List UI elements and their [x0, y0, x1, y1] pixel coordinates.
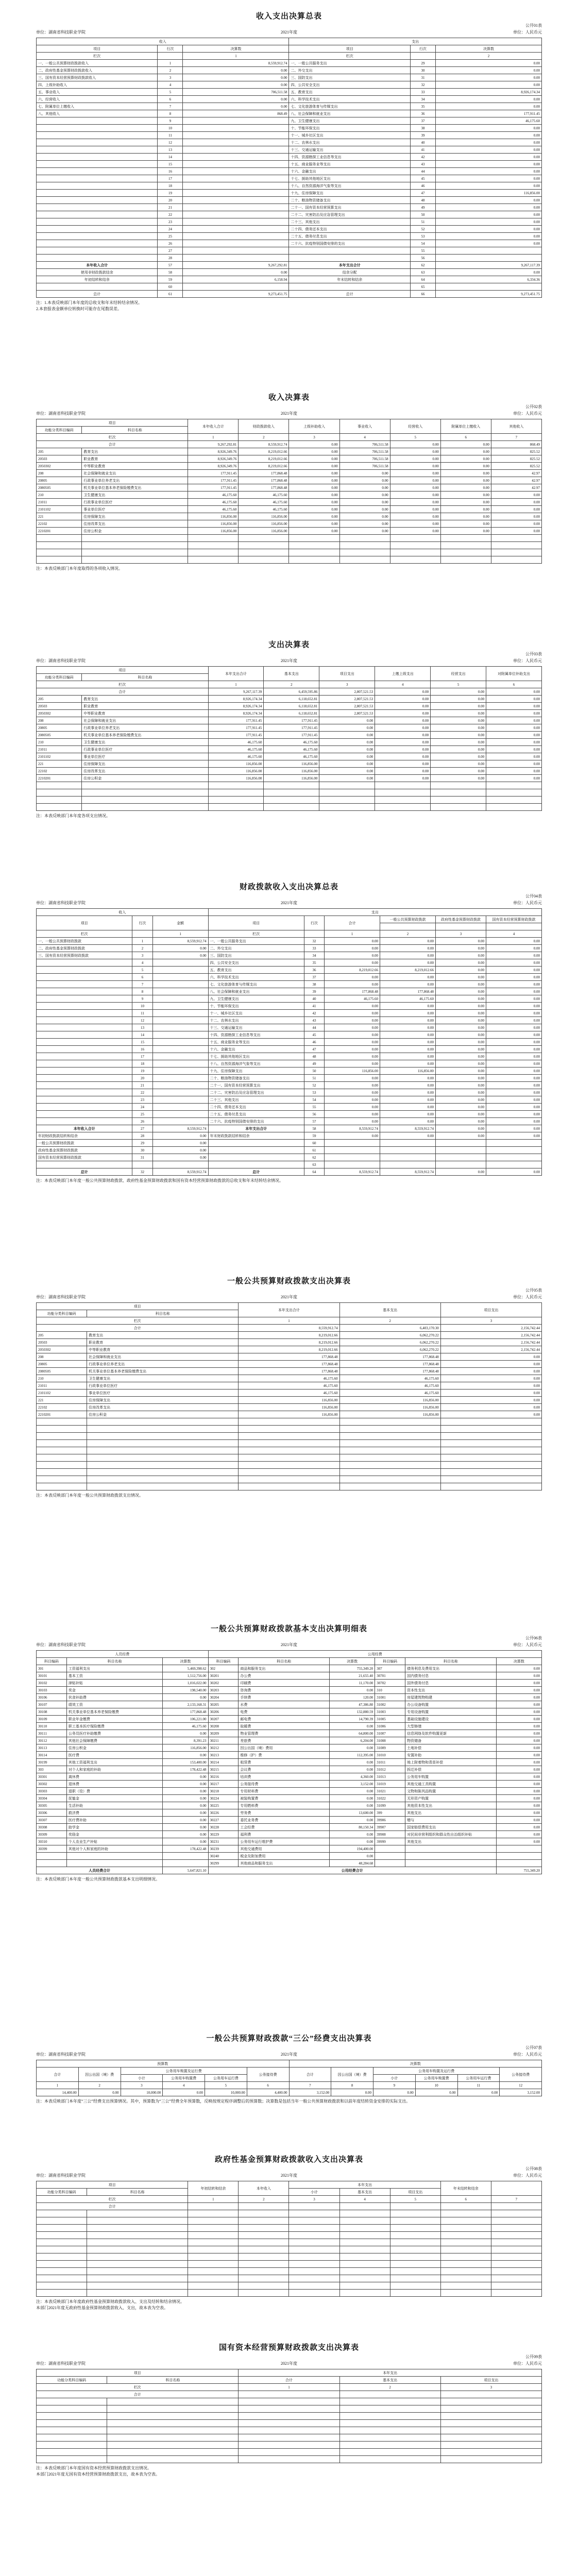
- table-government-fund: [36, 2154, 542, 2311]
- table-row: 三、国有资本经营预算财政拨款收入 3 0.00 三、国防支出 31 0.00: [37, 74, 542, 81]
- empty-row: [37, 789, 542, 796]
- table-row: 合计 9,267,292.81 8,559,912.74 0.00 706,511.58 0.00 0.00 868.49: [37, 441, 542, 448]
- unit-label: 单位：人民币元: [513, 2173, 542, 2178]
- table-row: 20 二十、粮油物资储备支出 51 0.00 0.00 0.00 0.00: [37, 1075, 542, 1082]
- table-row: 21 二十一、国有资本经营预算支出 52 0.00 0.00 0.00 0.00: [37, 1082, 542, 1089]
- table-row: 13 十三、交通运输支出 44 0.00 0.00 0.00 0.00: [37, 1024, 542, 1031]
- fiscal-year: 2021年度: [281, 658, 297, 663]
- government-fund-table: 项目 年初结转和结余 本年收入 本年支出 年末结转和结余 功能分类科目编码 科目名称 小计 基本支出 项目支出 栏次 1 2 3 4 5 6 7 合计: [36, 2181, 542, 2297]
- table-row: 23 二十三、其他支出 51 0.00: [37, 218, 542, 226]
- table-income-expense-summary: [36, 10, 542, 312]
- table-row: 9 九、卫生健康支出 37 46,175.60: [37, 117, 542, 125]
- table-row: 30107 绩效工资 2,133,168.31 30205 水费 47,386.80 31002 办公设备购置 0.00: [37, 1701, 542, 1708]
- table-row: 30306 救济费 0.00 30226 劳务费 13,600.00 399 其他支出 0.00: [37, 1809, 542, 1817]
- table-row: 22102 住房改革支出 116,856.00 116,856.00 0.00 0.00 0.00 0.00: [37, 768, 542, 775]
- page-title: 收入决算表: [268, 394, 310, 402]
- empty-row: [37, 1454, 542, 1462]
- table-row: 30108 机关事业单位基本养老保险缴费 177,868.48 30206 电费 132,880.59 31003 专用设备购置 0.00: [37, 1708, 542, 1716]
- table-row: 15 十五、商业服务业等支出 46 0.00 0.00 0.00 0.00: [37, 1039, 542, 1046]
- table-row: 23 二十三、其他支出 54 0.00 0.00 0.00 0.00: [37, 1096, 542, 1104]
- table-row: 20503 职业教育 8,926,349.76 8,219,012.66 0.00 706,511.58 0.00 0.00 825.52: [37, 455, 542, 463]
- table-row: 2080505 机关事业单位基本养老保险缴费支出 177,911.45 177,868.48 0.00 0.00 0.00 0.00 42.97: [37, 484, 542, 492]
- fiscal-year: 2021年度: [281, 901, 297, 905]
- table-row: 22 二十二、灾害防治及应急管理支出 53 0.00 0.00 0.00 0.00: [37, 1089, 542, 1096]
- form-number: 公开07表: [525, 2045, 542, 2050]
- footnote: 注：本表反映部门本年度取得的各项收入情况。: [36, 566, 123, 571]
- table-row: 二、政府性基金预算财政拨款收入 2 0.00 二、外交支出 30 0.00: [37, 67, 542, 74]
- footnote: 注：本表反映部门本年度政府性基金预算财政拨款收入、支出及结转和结余情况。 本部门2021年度无政府性基金预算财政拨款收入、支出，故本表为空表。: [36, 2299, 184, 2310]
- table-row: 20503 职业教育 8,219,012.66 6,062,270.22 2,156,742.44: [37, 1339, 542, 1346]
- table-row: 21011 行政事业单位医疗 46,175.60 46,175.60 0.00: [37, 1382, 542, 1389]
- table-row: 210 卫生健康支出 46,175.60 46,175.60 0.00: [37, 1375, 542, 1382]
- page-title: 一般公共预算财政拨款基本支出决算明细表: [210, 1625, 367, 1633]
- empty-row: [37, 542, 542, 549]
- unit-label: 单位：人民币元: [513, 901, 542, 905]
- table-row: 63: [37, 1161, 542, 1168]
- table-row: 30309 奖励金 0.00 30229 福利费 0.00 39908 对民间非营利组织和群众性自治组织补贴 0.00: [37, 1831, 542, 1838]
- unit-label: 单位：人民币元: [513, 2361, 542, 2366]
- table-row: 15 十五、商业服务业等支出 43 0.00: [37, 161, 542, 168]
- table-row: 27 55: [37, 247, 542, 255]
- general-budget-table: 项目 本年支出合计 基本支出 项目支出 功能分类科目编码 科目名称 栏次 1 2 3 合计 8,559,912.74 6,403,170.30 2,156,742.44 205 教育支出 8,219,012.66 6,062,270.22 2,156,742.44 20503 职业教育 8,219,012.66 6,062,270.22 2,156,742.44 2050302 中等职业教育 8,219,012.66 6,062,270.22 2,156,742.44 208 社会保障和就业支出 177,868.48 177,868.48 0.00 20805 行政事业单位养老支出 177,868.48 177,868.48 0.00 2080505 机关事业单位基本养老保险缴费支出 177,868.48 177,868.48 0.00 210 卫生健康支出 46,175.60 46,175.60 0.00 21011 行政事业单位医疗 46,175.60 46,175.60 0.00 2101102 事业单位医疗 46,175.60 46,175.60 0.00 221 住房保障支出 116,856.00 116,856.00 0.00 22102 住房改革支出 116,856.00 116,856.00 0.00 2210201 住房公积金 116,856.00 116,856.00 0.00: [36, 1302, 542, 1490]
- page-title: 财政拨款收入支出决算总表: [239, 883, 338, 891]
- table-row: 17 十七、援助其他地区支出 45 0.00: [37, 175, 542, 182]
- table-row: 205 教育支出 8,926,349.76 8,219,012.66 0.00 706,511.58 0.00 0.00 825.52: [37, 448, 542, 455]
- table-row: 2101102 事业单位医疗 46,175.60 46,175.60 0.00 0.00 0.00 0.00: [37, 753, 542, 760]
- table-general-budget-expense: [36, 1275, 542, 1499]
- table-row: 16 十六、金融支出 47 0.00 0.00 0.00 0.00: [37, 1046, 542, 1053]
- table-row: 30112 其他社会保障缴费 8,391.23 30211 差旅费 6,204.00 31008 物资储备 0.00: [37, 1737, 542, 1744]
- table-row: 10 十、节能环保支出 41 0.00 0.00 0.00 0.00: [37, 1003, 542, 1010]
- table-row: 一、一般公共预算财政拨款收入 1 8,559,912.74 一、一般公共服务支出 29 0.00: [37, 60, 542, 67]
- table-row: 4 四、公共安全支出 35 0.00 0.00 0.00 0.00: [37, 959, 542, 967]
- income-table: 项目 本年收入合计 财政拨款收入 上级补助收入 事业收入 经营收入 附属单位上缴收入 其他收入 功能分类科目编码 科目名称 栏次 1 2 3 4 5 6 7 合计 9,267,292.81 8,559,912.74 0.00 706,511.58 0.00 0.00 868.49 205 教育支出 8,926,349.76 8,219,012.66 0.00 706,511.58 0.00 0.00 825.52 20503 职业教育 8,926,349.76 8,219,012.66 0.00 706,511.58 0.00 0.00 825.52 2050302 中等职业教育 8,926,349.76 8,219,012.66 0.00 706,511.58 0.00 0.00 825.52 208 社会保障和就业支出 177,911.45 177,868.48 0.00 0.00 0.00 0.00 42.97 20805 行政事业单位养老支出 177,911.45 177,868.48 0.00 0.00 0.00 0.00 42.97 2080505 机关事业单位基本养老保险缴费支出 177,911.45 177,868.48 0.00 0.00 0.00 0.00 42.97 210 卫生健康支出 46,175.60 46,175.60 0.00 0.00 0.00 0.00 0.00 21011 行政事业单位医疗 46,175.60 46,175.60 0.00 0.00 0.00 0.00 0.00 2101102 事业单位医疗 46,175.60 46,175.60 0.00 0.00 0.00 0.00 0.00 221 住房保障支出 116,856.00 116,856.00 0.00 0.00 0.00 0.00 0.00 22102 住房改革支出 116,856.00 116,856.00 0.00 0.00 0.00 0.00 0.00 2210201 住房公积金 116,856.00 116,856.00 0.00 0.00 0.00 0.00 0.00: [36, 419, 542, 564]
- table-row: 30399 其他对个人和家庭的补助 178,422.48 30239 其他交通费用 194,400.00: [37, 1845, 542, 1853]
- table-row: 14 十四、资源勘探工业信息等支出 45 0.00 0.00 0.00 0.00: [37, 1031, 542, 1039]
- table-row: 30102 津贴补贴 1,016,022.00 30202 印刷费 11,170.00 30702 国外债务付息 0.00: [37, 1680, 542, 1687]
- org-name: 单位：湖南省科技职业学院: [36, 2361, 86, 2366]
- table-row: 年初财政拨款结转和结余 28 0.00 年末财政拨款结转和结余 59 0.00 0.00 0.00 0.00: [37, 1132, 542, 1140]
- table-row: 总计 32 8,559,912.74 总计 64 8,559,912.74 8,559,912.74 0.00 0.00: [37, 1168, 542, 1176]
- org-name: 单位：湖南省科技职业学院: [36, 1295, 86, 1299]
- table-row: 2210201 住房公积金 116,856.00 116,856.00 0.00 0.00 0.00 0.00: [37, 775, 542, 782]
- unit-label: 单位：人民币元: [513, 658, 542, 663]
- table-row: 2080505 机关事业单位基本养老保险缴费支出 177,911.45 177,911.45 0.00 0.00 0.00 0.00: [37, 732, 542, 739]
- table-row: 30103 奖金 198,540.00 30203 咨询费 0.00 310 资本性支出 0.00: [37, 1687, 542, 1694]
- table-row: 2050302 中等职业教育 8,926,174.34 6,118,652.81 2,807,521.53 0.00 0.00 0.00: [37, 710, 542, 717]
- table-row: 30301 离休费 0.00 30216 培训费 4,360.00 31013 公务用车购置 0.00: [37, 1773, 542, 1781]
- table-row: 19 十九、住房保障支出 50 116,856.00 116,856.00 0.00 0.00: [37, 1067, 542, 1075]
- table-row: 30304 抚恤金 0.00 30224 被装购置费 0.00 31022 无形资产购置 0.00: [37, 1795, 542, 1802]
- footnote: 注：本表反映部门本年度国有资本经营预算财政拨款支出情况。 本部门2021年度无国有资本经营预算财政拨款支出，故本表为空表。: [36, 2466, 160, 2477]
- table-row: 17 十七、援助其他地区支出 48 0.00 0.00 0.00 0.00: [37, 1053, 542, 1060]
- form-number: 公开03表: [525, 652, 542, 656]
- footnote: 注：本表反映部门本年度一般公共预算财政拨款、政府性基金预算财政拨款和国有资本经营预算财政拨款的总收支和年末结转结余情况。: [36, 1178, 283, 1183]
- table-row: 24 二十四、债务还本支出 55 0.00 0.00 0.00 0.00: [37, 1104, 542, 1111]
- table-row: 221 住房保障支出 116,856.00 116,856.00 0.00 0.00 0.00 0.00 0.00: [37, 513, 542, 520]
- table-row: 5 五、教育支出 36 8,219,012.66 8,219,012.66 0.00 0.00: [37, 967, 542, 974]
- table-row: 208 社会保障和就业支出 177,868.48 177,868.48 0.00: [37, 1353, 542, 1361]
- empty-row: [37, 1433, 542, 1440]
- table-row: 301 工资福利支出 5,469,398.62 302 商品和服务支出 755,349.20 307 债务利息及费用支出 0.00: [37, 1665, 542, 1672]
- fiscal-year: 2021年度: [281, 1295, 297, 1299]
- empty-row: [37, 1440, 542, 1447]
- empty-row: [37, 1476, 542, 1483]
- table-row: 一、一般公共预算财政拨款 1 8,559,912.74 一、一般公共服务支出 32 0.00 0.00 0.00 0.00: [37, 938, 542, 945]
- table-row: 19 十九、住房保障支出 47 116,856.00: [37, 190, 542, 197]
- table-row: 22102 住房改革支出 116,856.00 116,856.00 0.00: [37, 1404, 542, 1411]
- table-row: 20805 行政事业单位养老支出 177,911.45 177,911.45 0.00 0.00 0.00 0.00: [37, 724, 542, 732]
- empty-row: [37, 1418, 542, 1426]
- table-row: 21 二十一、国有资本经营预算支出 49 0.00: [37, 204, 542, 211]
- table-row: 18 十八、自然资源海洋气象等支出 49 0.00 0.00 0.00 0.00: [37, 1060, 542, 1067]
- table-row: 20503 职业教育 8,926,174.34 6,118,652.81 2,807,521.53 0.00 0.00 0.00: [37, 703, 542, 710]
- table-row: 合计 9,267,117.39 6,459,595.86 2,807,521.53 0.00 0.00 0.00: [37, 688, 542, 696]
- table-row: 六、经营收入 6 0.00 六、科学技术支出 34 0.00: [37, 96, 542, 103]
- table-row: 30299 其他商品和服务支出 48,284.68: [37, 1860, 542, 1867]
- table-row: 一般公共预算财政拨款 29 0.00 60: [37, 1140, 542, 1147]
- table-row: 205 教育支出 8,926,174.34 6,118,652.81 2,807,521.53 0.00 0.00 0.00: [37, 696, 542, 703]
- table-row: 年初结转和结余 59 6,158.94 年末结转和结余 64 6,334.36: [37, 276, 542, 283]
- total-row: 本年收入合计 27 8,559,912.74 本年支出合计 58 8,559,912.74 8,559,912.74 0.00 0.00: [37, 1125, 542, 1132]
- empty-row: [37, 1469, 542, 1476]
- table-row: 22102 住房改革支出 116,856.00 116,856.00 0.00 0.00 0.00 0.00 0.00: [37, 520, 542, 528]
- table-row: 11 十一、城乡社区支出 39 0.00: [37, 132, 542, 139]
- empty-row: [37, 549, 542, 556]
- empty-row: [37, 1426, 542, 1433]
- table-row: 6 六、科学技术支出 37 0.00 0.00 0.00 0.00: [37, 974, 542, 981]
- table-row: 政府性基金预算财政拨款 30 0.00 61: [37, 1147, 542, 1154]
- table-row: 12 十二、农林水支出 40 0.00: [37, 139, 542, 146]
- table-row: 30199 其他工资福利支出 153,400.00 30214 租赁费 0.00 31011 地上附着物和青苗补偿 0.00: [37, 1759, 542, 1766]
- table-row: 20 二十、粮油物资储备支出 48 0.00: [37, 197, 542, 204]
- org-name: 单位：湖南省科技职业学院: [36, 658, 86, 663]
- table-row: 30111 公务员医疗补助缴费 0.00 30209 物业管理费 64,800.00 31007 信息网络及软件购置更新 0.00: [37, 1730, 542, 1737]
- unit-label: 单位：人民币元: [513, 2052, 542, 2057]
- state-capital-table: 项目 本年支出 功能分类科目编码 科目名称 合计 基本支出 项目支出 栏次 1 2 3 合计: [36, 2369, 542, 2463]
- empty-row: [37, 1462, 542, 1469]
- unit-label: 单位：人民币元: [513, 30, 542, 35]
- footnote: 注：本表反映部门本年度各项支出情况。: [36, 814, 110, 818]
- table-row: 210 卫生健康支出 46,175.60 46,175.60 0.00 0.00 0.00 0.00: [37, 739, 542, 746]
- table-row: 221 住房保障支出 116,856.00 116,856.00 0.00 0.00 0.00 0.00: [37, 760, 542, 768]
- table-row: 七、附属单位上缴收入 7 0.00 七、文化旅游体育与传媒支出 35 0.00: [37, 103, 542, 110]
- empty-row: [37, 796, 542, 804]
- table-three-public-expenses: [36, 2032, 542, 2105]
- table-row: 26 二十六、抗疫特别国债安排的支出 54 0.00: [37, 240, 542, 247]
- page-title: 政府性基金预算财政拨款收入支出决算表: [214, 2156, 363, 2164]
- table-row: 四、上级补助收入 4 0.00 四、公共安全支出 32 0.00: [37, 81, 542, 89]
- org-name: 单位：湖南省科技职业学院: [36, 901, 86, 905]
- table-row: 使用非财政拨款结余 58 0.00 结余分配 63 0.00: [37, 269, 542, 276]
- table-row: 25 二十五、债务付息支出 56 0.00 0.00 0.00 0.00: [37, 1111, 542, 1118]
- table-row: 12 十二、农林水支出 43 0.00 0.00 0.00 0.00: [37, 1017, 542, 1024]
- table-row: 60 65: [37, 283, 542, 291]
- table-fiscal-summary: [36, 881, 542, 1184]
- table-row: 11 十一、城乡社区支出 42 0.00 0.00 0.00 0.00: [37, 1010, 542, 1017]
- fiscal-summary-table: 收入 支出 项目 行次 金额 项目 行次 合计 一般公共预算财政拨款 政府性基金预算财政拨款 国有资本经营预算财政拨款 栏次 1 栏次 1 2 3 4 一、一般公共预算财政拨款 1 8,559,912.74 一、一般公共服务支出 32 0.00 0.00 0.00 0.00 二、政府性基金预算财政拨款 2 0.00 二、外交支出 33 0.00 0.00 0.00 0.00 三、国有资本经营预算财政拨款 3 0.00 三、国防支出 34 0.00 0.00 0.00 0.00 4 四、公共安全支出 35 0.00 0.00 0.00 0.00 5 五、教育支出 36 8,219,012.66 8,219,012.66 0.00 0.00 6 六、科学技术支出 37 0.00 0.00 0.00 0.00 7 七、文化旅游体育与传媒支出 38 0.00 0.00 0.00 0.00 8 八、社会保障和就业支出 39 177,868.48 177,868.48 0.00 0.00 9 九、卫生健康支出 40 46,175.60 46,175.60 0.00 0.00 10 十、节能环保支出 41 0.00 0.00 0.00 0.00 11 十一、城乡社区支出 42 0.00 0.00 0.00 0.00 12 十二、农林水支出 43 0.00 0.00 0.00 0.00 13 十三、交通运输支出 44 0.00 0.00 0.00 0.00 14 十四、资源勘探工业信息等支出 45 0.00 0.00 0.00 0.00 15 十五、商业服务业等支出 46 0.00 0.00 0.00 0.00 16 十六、金融支出 47 0.00 0.00 0.00 0.00 17 十七、援助其他地区支出 48 0.00 0.00 0.00 0.00 18 十八、自然资源海洋气象等支出 49 0.00 0.00 0.00 0.00 19 十九、住房保障支出 50 116,856.00 116,856.00 0.00 0.00 20 二十、粮油物资储备支出 51 0.00 0.00 0.00 0.00 21 二十一、国有资本经营预算支出 52 0.00 0.00 0.00 0.00 22 二十二、灾害防治及应急管理支出 53 0.00 0.00 0.00 0.00 23 二十三、其他支出 54 0.00 0.00 0.00 0.00 24 二十四、债务还本支出 55 0.00 0.00 0.00 0.00 25 二十五、债务付息支出 56 0.00 0.00 0.00 0.00 26 二十六、抗疫特别国债安排的支出 57 0.00 0.00 0.00 0.00 本年收入合计 27 8,559,912.74 本年支出合计 58 8,559,912.74 8,559,912.74 0.00 0.00 年初财政拨款结转和结余 28 0.00 年末财政拨款结转和结余 59 0.00 0.00 0.00 0.00 一般公共预算财政拨款 29 0.00 60 政府性基金预算财政拨款 30 0.00 61 国有资本经营预算财政拨款 31 0.00 62 63 总计 32 8,559,912.74 总计 64 8,559,912.74 8,559,912.74 0.00 0.00: [36, 908, 542, 1176]
- table-row: 22 二十二、灾害防治及应急管理支出 50 0.00: [37, 211, 542, 218]
- table-row: 二、政府性基金预算财政拨款 2 0.00 二、外交支出 33 0.00 0.00 0.00 0.00: [37, 945, 542, 952]
- table-row: 30302 退休费 0.00 30217 公务接待费 3,152.00 31019 其他交通工具购置 0.00: [37, 1781, 542, 1788]
- table-row: 2210201 住房公积金 116,856.00 116,856.00 0.00: [37, 1411, 542, 1418]
- empty-row: [37, 535, 542, 542]
- form-number: 公开04表: [525, 894, 542, 899]
- table-row: 208 社会保障和就业支出 177,911.45 177,911.45 0.00 0.00 0.00 0.00: [37, 717, 542, 724]
- unit-label: 单位：人民币元: [513, 411, 542, 416]
- fiscal-year: 2021年度: [281, 2173, 297, 2178]
- table-row: 14 十四、资源勘探工业信息等支出 42 0.00: [37, 154, 542, 161]
- table-row: 2101102 事业单位医疗 46,175.60 46,175.60 0.00 0.00 0.00 0.00 0.00: [37, 506, 542, 513]
- table-row: 221 住房保障支出 116,856.00 116,856.00 0.00: [37, 1397, 542, 1404]
- table-row: 30305 生活补助 0.00 30225 专用燃料费 0.00 31099 其他资本性支出 0.00: [37, 1802, 542, 1809]
- expense-table: 项目 本年支出合计 基本支出 项目支出 上缴上级支出 经营支出 对附属单位补助支出 功能分类科目编码 科目名称 栏次 1 2 3 4 5 6 合计 9,267,117.39 6,459,595.86 2,807,521.53 0.00 0.00 0.00 205 教育支出 8,926,174.34 6,118,652.81 2,807,521.53 0.00 0.00 0.00 20503 职业教育 8,926,174.34 6,118,652.81 2,807,521.53 0.00 0.00 0.00 2050302 中等职业教育 8,926,174.34 6,118,652.81 2,807,521.53 0.00 0.00 0.00 208 社会保障和就业支出 177,911.45 177,911.45 0.00 0.00 0.00 0.00 20805 行政事业单位养老支出 177,911.45 177,911.45 0.00 0.00 0.00 0.00 2080505 机关事业单位基本养老保险缴费支出 177,911.45 177,911.45 0.00 0.00 0.00 0.00 210 卫生健康支出 46,175.60 46,175.60 0.00 0.00 0.00 0.00 21011 行政事业单位医疗 46,175.60 46,175.60 0.00 0.00 0.00 0.00 2101102 事业单位医疗 46,175.60 46,175.60 0.00 0.00 0.00 0.00 221 住房保障支出 116,856.00 116,856.00 0.00 0.00 0.00 0.00 22102 住房改革支出 116,856.00 116,856.00 0.00 0.00 0.00 0.00 2210201 住房公积金 116,856.00 116,856.00 0.00 0.00 0.00 0.00: [36, 666, 542, 811]
- table-row: 30113 住房公积金 116,856.00 30212 因公出国（境）费用 0.00 31009 土地补偿 0.00: [37, 1744, 542, 1752]
- table-row: 16 十六、金融支出 44 0.00: [37, 168, 542, 175]
- table-row: 30114 医疗费 0.00 30213 维修（护）费 112,395.00 31010 安置补助 0.00: [37, 1752, 542, 1759]
- table-row: 18 十八、自然资源海洋气象等支出 46 0.00: [37, 182, 542, 190]
- table-row: 9 九、卫生健康支出 40 46,175.60 46,175.60 0.00 0.00: [37, 995, 542, 1003]
- table-row: 21011 行政事业单位医疗 46,175.60 46,175.60 0.00 0.00 0.00 0.00 0.00: [37, 499, 542, 506]
- three-public-table: 预算数 决算数 合计 因公出国（境）费 公务用车购置及运行费 公务接待费 合计 因公出国（境）费 公务用车购置及运行费 公务接待费 小计 公务用车购置费 公务用车运行费 小计 公务用车购置费 公务用车运行费 1 2 3 4 5 6 7 8 9 10 11 12 14,400.00 0.00 10,000.00 0.00 10,000.00 4,400.00 3,152.00 0.00 0.00 0.00 0.00 3,152.00: [36, 2060, 542, 2096]
- fiscal-year: 2021年度: [281, 2361, 297, 2366]
- table-row: 30101 基本工资 1,512,756.00 30201 办公费 21,655.40 30701 国内债务付息 0.00: [37, 1672, 542, 1680]
- table-row: 2210201 住房公积金 116,856.00 116,856.00 0.00 0.00 0.00 0.00 0.00: [37, 528, 542, 535]
- table-row: 7 七、文化旅游体育与传媒支出 38 0.00 0.00 0.00 0.00: [37, 981, 542, 988]
- table-row: 国有资本经营预算财政拨款 31 0.00 62: [37, 1154, 542, 1161]
- fiscal-year: 2021年度: [281, 411, 297, 416]
- empty-row: [37, 782, 542, 789]
- empty-row: [37, 1447, 542, 1454]
- table-row: 210 卫生健康支出 46,175.60 46,175.60 0.00 0.00 0.00 0.00 0.00: [37, 492, 542, 499]
- unit-label: 单位：人民币元: [513, 1295, 542, 1299]
- table-row: 28 56: [37, 255, 542, 262]
- table-row: 21011 行政事业单位医疗 46,175.60 46,175.60 0.00 0.00 0.00 0.00: [37, 746, 542, 753]
- basic-detail-table: 人员经费 公用经费 科目编码 科目名称 决算数 科目编码 科目名称 决算数 科目编码 科目名称 决算数 301 工资福利支出 5,469,398.62 302 商品和服务支出 755,349.20 307 债务利息及费用支出 0.00 30101 基本工资 1,512,756.00 30201 办公费 21,655.40 30701 国内债务付息 0.00 30102 津贴补贴 1,016,022.00 30202 印刷费 11,170.00 30702 国外债务付息 0.00 30103 奖金 198,540.00 30203 咨询费 0.00 310 资本性支出 0.00 30106 伙食补助费 0.00 30204 手续费 120.00 31001 房屋建筑物购建 0.00 30107 绩效工资 2,133,168.31 30205 水费 47,386.80 31002 办公设备购置 0.00 30108 机关事业单位基本养老保险缴费 177,868.48 30206 电费 132,880.59 31003 专用设备购置 0.00 30109 职业年金缴费 106,221.00 30207 邮电费 14,790.39 31005 基础设施建设 0.00 30110 职工基本医疗保险缴费 46,175.60 30208 取暖费 0.00 31006 大型修缮 0.00 30111 公务员医疗补助缴费 0.00 30209 物业管理费 64,800.00 31007 信息网络及软件购置更新 0.00 30112 其他社会保障缴费 8,391.23 30211 差旅费 6,204.00 31008 物资储备 0.00 30113 住房公积金 116,856.00 30212 因公出国（境）费用 0.00 31009 土地补偿 0.00 30114 医疗费 0.00 30213 维修（护）费 112,395.00 31010 安置补助 0.00 30199 其他工资福利支出 153,400.00 30214 租赁费 0.00 31011 地上附着物和青苗补偿 0.00 303 对个人和家庭的补助 178,422.48 30215 会议费 0.00 31012 拆迁补偿 0.00 30301 离休费 0.00 30216 培训费 4,360.00 31013 公务用车购置 0.00 30302 退休费 0.00 30217 公务接待费 3,152.00 31019 其他交通工具购置 0.00 30303 退职（役）费 0.00 30218 专用材料费 0.00 31021 文物和陈列品购置 0.00 30304 抚恤金 0.00 30224 被装购置费 0.00 31022 无形资产购置 0.00 30305 生活补助 0.00 30225 专用燃料费 0.00 31099 其他资本性支出 0.00 30306 救济费 0.00 30226 劳务费 13,600.00 399 其他支出 0.00 30307 医疗费补助 0.00 30227 委托业务费 0.00 39906 赠与 0.00 30308 助学金 0.00 30228 工会经费 80,150.34 39907 国家赔偿费用支出 0.00 30309 奖励金 0.00 30229 福利费 0.00 39908 对民间非营利组织和群众性自治组织补贴 0.00 30310 个人农业生产补贴 0.00 30231 公务用车运行维护费 0.00 39999 其他支出 0.00 30399 其他对个人和家庭的补助 178,422.48 30239 其他交通费用 194,400.00 30240 税金及附加费用 0.00 30299 其他商品和服务支出 48,284.68 人员经费合计 5,647,821.10 公用经费合计 755,349.20: [36, 1650, 542, 1874]
- table-row: 13 十三、交通运输支出 41 0.00: [37, 146, 542, 154]
- table-row: 2101102 事业单位医疗 46,175.60 46,175.60 0.00: [37, 1389, 542, 1397]
- page-title: 一般公共预算财政拨款支出决算表: [227, 1277, 351, 1285]
- table-row: 303 对个人和家庭的补助 178,422.48 30215 会议费 0.00 31012 拆迁补偿 0.00: [37, 1766, 542, 1773]
- table-row: 20805 行政事业单位养老支出 177,868.48 177,868.48 0.00: [37, 1361, 542, 1368]
- table-row: 25 二十五、债务付息支出 53 0.00: [37, 233, 542, 240]
- summary-table: 收入 支出 项目 行次 决算数 项目 行次 决算数 栏次 1 栏次 2 一、一般公共预算财政拨款收入 1 8,559,912.74 一、一般公共服务支出 29 0.00 二、政府性基金预算财政拨款收入 2 0.00 二、外交支出 30 0.00 三、国有资本经营预算财政拨款收入 3 0.00 三、国防支出 31 0.00 四、上级补助收入 4 0.00 四、公共安全支出 32 0.00 五、事业收入 5 706,511.58 五、教育支出 33 8,926,174.34 六、经营收入 6 0.00 六、科学技术支出 34 0.00 七、附属单位上缴收入 7 0.00 七、文化旅游体育与传媒支出 35 0.00 八、其他收入 8 868.49 八、社会保障和就业支出 36 177,911.45 9 九、卫生健康支出 37 46,175.60 10 十、节能环保支出 38 0.00 11 十一、城乡社区支出 39 0.00 12 十二、农林水支出 40 0.00 13 十三、交通运输支出 41 0.00 14 十四、资源勘探工业信息等支出 42 0.00 15 十五、商业服务业等支出 43 0.00 16 十六、金融支出 44 0.00 17 十七、援助其他地区支出 45 0.00 18 十八、自然资源海洋气象等支出 46 0.00 19 十九、住房保障支出 47 116,856.00 20 二十、粮油物资储备支出 48 0.00 21 二十一、国有资本经营预算支出 49 0.00 22 二十二、灾害防治及应急管理支出 50 0.00 23 二十三、其他支出 51 0.00 24 二十四、债务还本支出 52 0.00 25 二十五、债务付息支出 53 0.00 26 二十六、抗疫特别国债安排的支出 54 0.00 27 55 28 56 本年收入合计 57 9,267,292.81 本年支出合计 62 9,267,117.39 使用非财政拨款结余 58 0.00 结余分配 63 0.00 年初结转和结余 59 6,158.94 年末结转和结余 64 6,334.36 60 65 总计 61 9,273,451.75 总计 66 9,273,451.75: [36, 38, 542, 298]
- header-expense: 支出: [289, 38, 542, 45]
- table-row: 30307 医疗费补助 0.00 30227 委托业务费 0.00 39906 赠与 0.00: [37, 1817, 542, 1824]
- form-number: 公开01表: [525, 23, 542, 28]
- form-number: 公开06表: [525, 1636, 542, 1640]
- table-row: 24 二十四、债务还本支出 52 0.00: [37, 226, 542, 233]
- table-row: 五、事业收入 5 706,511.58 五、教育支出 33 8,926,174.34: [37, 89, 542, 96]
- fiscal-year: 2021年度: [281, 30, 297, 35]
- org-name: 单位：湖南省科技职业学院: [36, 2173, 86, 2178]
- table-row: 205 教育支出 8,219,012.66 6,062,270.22 2,156,742.44: [37, 1332, 542, 1339]
- page-title: 国有资本经营预算财政拨款支出决算表: [218, 2344, 359, 2352]
- fiscal-year: 2021年度: [281, 2052, 297, 2057]
- form-number: 公开05表: [525, 1288, 542, 1293]
- table-row: 2050302 中等职业教育 8,926,349.76 8,219,012.66 0.00 706,511.58 0.00 0.00 825.52: [37, 463, 542, 470]
- page-title: 一般公共预算财政拨款“三公”经费支出决算表: [206, 2035, 372, 2043]
- empty-row: [37, 556, 542, 564]
- form-number: 公开09表: [525, 2354, 542, 2359]
- table-income: [36, 392, 542, 572]
- table-row: 2050302 中等职业教育 8,219,012.66 6,062,270.22 2,156,742.44: [37, 1346, 542, 1353]
- table-row: 三、国有资本经营预算财政拨款 3 0.00 三、国防支出 34 0.00 0.00 0.00 0.00: [37, 952, 542, 959]
- table-row: 14,400.00 0.00 10,000.00 0.00 10,000.00 4,400.00 3,152.00 0.00 0.00 0.00 0.00 3,152.00: [37, 2089, 542, 2096]
- page-title: 支出决算表: [268, 641, 310, 649]
- footnote: 注：本表反映部门本年度“三公”经费支出预算情况。其中，预算数为“三公”经费全年预算数，反映按规定程序调整后的预算数；决算数是包括当年一般公共预算财政拨款和以前年度结转资金安排的实际支出。: [36, 2099, 411, 2104]
- table-row: 26 二十六、抗疫特别国债安排的支出 57 0.00 0.00 0.00 0.00: [37, 1118, 542, 1125]
- table-row: 30303 退职（役）费 0.00 30218 专用材料费 0.00 31021 文物和陈列品购置 0.00: [37, 1788, 542, 1795]
- table-row: 总计 61 9,273,451.75 总计 66 9,273,451.75: [37, 291, 542, 298]
- table-row: 30308 助学金 0.00 30228 工会经费 80,150.34 39907 国家赔偿费用支出 0.00: [37, 1824, 542, 1831]
- table-row: 8 八、社会保障和就业支出 39 177,868.48 177,868.48 0.00 0.00: [37, 988, 542, 995]
- table-state-capital: [36, 2342, 542, 2478]
- table-row: 10 十、节能环保支出 38 0.00: [37, 125, 542, 132]
- empty-row: [37, 804, 542, 811]
- header-income: 收入: [37, 38, 289, 45]
- org-name: 单位：湖南省科技职业学院: [36, 2052, 86, 2057]
- table-row: 合计 8,559,912.74 6,403,170.30 2,156,742.44: [37, 1325, 542, 1332]
- unit-label: 单位：人民币元: [513, 1642, 542, 1647]
- table-row: 30109 职业年金缴费 106,221.00 30207 邮电费 14,790.39 31005 基础设施建设 0.00: [37, 1716, 542, 1723]
- empty-row: [37, 1483, 542, 1490]
- footnote: 注：本表反映部门本年度一般公共预算财政拨款支出情况。: [36, 1493, 143, 1498]
- org-name: 单位：湖南省科技职业学院: [36, 1642, 86, 1647]
- org-name: 单位：湖南省科技职业学院: [36, 411, 86, 416]
- table-row: 30310 个人农业生产补贴 0.00 30231 公务用车运行维护费 0.00 39999 其他支出 0.00: [37, 1838, 542, 1845]
- footnote: 注：1.本表反映部门本年度的总收支和年末结转结余情况。 2.本套报表金额单位转换时可能存在尾数误差。: [36, 300, 142, 311]
- form-number: 公开02表: [525, 404, 542, 409]
- table-row: 20805 行政事业单位养老支出 177,911.45 177,868.48 0.00 0.00 0.00 0.00 42.97: [37, 477, 542, 484]
- table-basic-expense-detail: [36, 1623, 542, 1883]
- footnote: 注：本表反映部门本年度一般公共预算财政拨款基本支出明细情况。: [36, 1877, 160, 1882]
- table-expense: [36, 639, 542, 819]
- table-row: 30110 职工基本医疗保险缴费 46,175.60 30208 取暖费 0.00 31006 大型修缮 0.00: [37, 1723, 542, 1730]
- org-name: 单位：湖南省科技职业学院: [36, 30, 86, 35]
- table-row: 八、其他收入 8 868.49 八、社会保障和就业支出 36 177,911.45: [37, 110, 542, 117]
- table-row: 30106 伙食补助费 0.00 30204 手续费 120.00 31001 房屋建筑物购建 0.00: [37, 1694, 542, 1701]
- form-number: 公开08表: [525, 2166, 542, 2171]
- total-row: 本年收入合计 57 9,267,292.81 本年支出合计 62 9,267,117.39: [37, 262, 542, 269]
- page-title: 收入支出决算总表: [256, 12, 322, 21]
- column-number-row: 1 2 3 4 5 6 7 8 9 10 11 12: [37, 2082, 542, 2089]
- fiscal-year: 2021年度: [281, 1642, 297, 1647]
- table-row: 30240 税金及附加费用 0.00: [37, 1853, 542, 1860]
- table-row: 208 社会保障和就业支出 177,911.45 177,868.48 0.00 0.00 0.00 0.00 42.97: [37, 470, 542, 477]
- table-row: 2080505 机关事业单位基本养老保险缴费支出 177,868.48 177,868.48 0.00: [37, 1368, 542, 1375]
